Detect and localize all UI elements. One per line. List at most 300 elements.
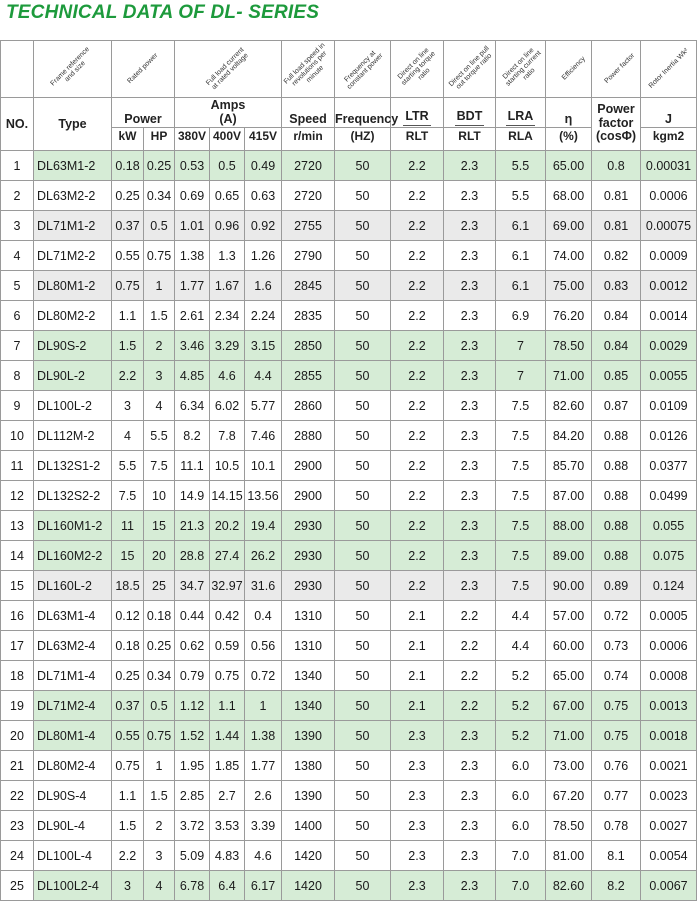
data-cell: 0.88 [592,481,641,511]
header-frequency-constant: Frequency at constant power [335,41,391,98]
row-number-cell: 20 [1,721,34,751]
type-cell: DL132S2-2 [34,481,112,511]
data-cell: 1400 [282,811,335,841]
data-cell: 0.124 [641,571,697,601]
data-cell: 0.75 [112,271,144,301]
data-cell: 50 [335,541,391,571]
data-cell: 0.76 [592,751,641,781]
header-no: NO. [1,98,34,151]
header-kw: kW [112,128,144,151]
data-cell: 0.0005 [641,601,697,631]
data-cell: 0.83 [592,271,641,301]
data-cell: 60.00 [546,631,592,661]
data-cell: 0.75 [144,241,175,271]
data-cell: 2.6 [245,781,282,811]
header-frequency: Frequency [335,98,391,128]
data-cell: 50 [335,331,391,361]
data-cell: 3 [112,871,144,901]
data-cell: 0.75 [210,661,245,691]
data-cell: 2720 [282,181,335,211]
data-cell: 0.59 [210,631,245,661]
data-cell: 0.81 [592,181,641,211]
table-row [1,571,697,601]
data-cell: 1.3 [210,241,245,271]
data-cell: 89.00 [546,541,592,571]
data-cell: 15 [144,511,175,541]
table-row [1,631,697,661]
table-row [1,511,697,541]
data-cell: 4.4 [496,631,546,661]
data-cell: 1.77 [245,751,282,781]
header-415v: 415V [245,128,282,151]
header-starting-current: Direct on line starting current ratio [496,41,546,98]
data-cell: 0.18 [112,631,144,661]
data-cell: 7 [496,361,546,391]
data-cell: 2.3 [444,421,496,451]
data-cell: 4 [144,871,175,901]
data-cell: 1310 [282,601,335,631]
data-cell: 50 [335,151,391,181]
data-cell: 2.3 [391,721,444,751]
data-cell: 2.61 [175,301,210,331]
data-cell: 2.3 [444,361,496,391]
data-cell: 0.4 [245,601,282,631]
header-blank [1,41,34,98]
data-cell: 2720 [282,151,335,181]
data-cell: 0.44 [175,601,210,631]
data-cell: 2835 [282,301,335,331]
data-cell: 50 [335,241,391,271]
row-number-cell: 24 [1,841,34,871]
data-cell: 7.8 [210,421,245,451]
data-cell: 2.3 [444,781,496,811]
data-cell: 0.0013 [641,691,697,721]
data-cell: 2930 [282,541,335,571]
data-cell: 0.55 [112,241,144,271]
data-cell: 4.4 [245,361,282,391]
header-type: Type [34,98,112,151]
data-cell: 18.5 [112,571,144,601]
row-number-cell: 5 [1,271,34,301]
type-cell: DL63M1-2 [34,151,112,181]
data-cell: 50 [335,391,391,421]
data-cell: 0.0018 [641,721,697,751]
data-cell: 2.2 [391,391,444,421]
header-ltr: LTR [391,98,444,128]
data-cell: 67.20 [546,781,592,811]
data-cell: 2.2 [391,451,444,481]
data-cell: 2.1 [391,601,444,631]
data-cell: 84.20 [546,421,592,451]
table-row [1,301,697,331]
data-cell: 8.2 [592,871,641,901]
data-cell: 20 [144,541,175,571]
data-cell: 2.3 [391,781,444,811]
data-cell: 2930 [282,511,335,541]
data-cell: 65.00 [546,151,592,181]
data-cell: 50 [335,871,391,901]
header-rla: RLA [496,128,546,151]
data-cell: 0.73 [592,631,641,661]
data-cell: 34.7 [175,571,210,601]
data-cell: 27.4 [210,541,245,571]
data-cell: 76.20 [546,301,592,331]
type-cell: DL71M1-2 [34,211,112,241]
data-cell: 0.37 [112,691,144,721]
data-cell: 2.3 [444,841,496,871]
data-cell: 0.0012 [641,271,697,301]
data-cell: 0.0008 [641,661,697,691]
data-cell: 0.88 [592,421,641,451]
data-cell: 7.5 [144,451,175,481]
data-cell: 7.5 [112,481,144,511]
data-cell: 75.00 [546,271,592,301]
row-number-cell: 4 [1,241,34,271]
data-cell: 2.3 [444,721,496,751]
data-cell: 14.9 [175,481,210,511]
data-cell: 5.5 [144,421,175,451]
row-number-cell: 23 [1,811,34,841]
data-cell: 0.75 [592,691,641,721]
header-speed: Speed [282,98,335,128]
table-row [1,601,697,631]
data-cell: 2.34 [210,301,245,331]
data-cell: 0.53 [175,151,210,181]
data-cell: 0.88 [592,511,641,541]
data-cell: 0.42 [210,601,245,631]
row-number-cell: 22 [1,781,34,811]
data-cell: 1.52 [175,721,210,751]
data-cell: 1.12 [175,691,210,721]
data-cell: 82.60 [546,391,592,421]
data-cell: 1420 [282,871,335,901]
data-cell: 88.00 [546,511,592,541]
data-cell: 2860 [282,391,335,421]
data-cell: 2.3 [391,841,444,871]
data-cell: 1.6 [245,271,282,301]
type-cell: DL71M2-4 [34,691,112,721]
data-cell: 50 [335,181,391,211]
data-cell: 5.2 [496,691,546,721]
data-cell: 0.00075 [641,211,697,241]
data-cell: 3.46 [175,331,210,361]
data-cell: 2.2 [391,541,444,571]
row-number-cell: 7 [1,331,34,361]
data-cell: 7.46 [245,421,282,451]
table-row [1,841,697,871]
type-cell: DL63M1-4 [34,601,112,631]
data-cell: 78.50 [546,331,592,361]
row-number-cell: 3 [1,211,34,241]
header-frame-reference: Frame reference and size [34,41,112,98]
data-cell: 28.8 [175,541,210,571]
data-cell: 2900 [282,451,335,481]
data-cell: 1.77 [175,271,210,301]
data-cell: 0.81 [592,211,641,241]
data-cell: 2.2 [444,691,496,721]
type-cell: DL100L-2 [34,391,112,421]
data-cell: 2855 [282,361,335,391]
header-eta: η [546,98,592,128]
row-number-cell: 10 [1,421,34,451]
data-cell: 2.2 [444,601,496,631]
data-cell: 50 [335,811,391,841]
data-cell: 1390 [282,721,335,751]
data-cell: 50 [335,211,391,241]
data-cell: 2.24 [245,301,282,331]
header-full-load-speed: Full load speed in revolutions per minute [282,41,335,98]
header-rlt-1: RLT [391,128,444,151]
data-cell: 2.3 [444,181,496,211]
data-cell: 0.0006 [641,181,697,211]
data-cell: 3 [144,841,175,871]
data-cell: 0.25 [144,151,175,181]
table-row [1,451,697,481]
page-title: TECHNICAL DATA OF DL- SERIES [6,2,320,23]
data-cell: 4.85 [175,361,210,391]
data-cell: 6.02 [210,391,245,421]
data-cell: 1 [144,271,175,301]
data-cell: 1.1 [112,301,144,331]
header-speed-unit: r/min [282,128,335,151]
data-cell: 2.2 [391,211,444,241]
row-number-cell: 1 [1,151,34,181]
data-cell: 2.3 [444,391,496,421]
table-row [1,211,697,241]
data-cell: 13.56 [245,481,282,511]
data-cell: 2.3 [391,751,444,781]
data-cell: 2.7 [210,781,245,811]
row-number-cell: 13 [1,511,34,541]
header-full-load-current: Full load current at rated voltage [175,41,282,98]
data-cell: 0.75 [112,751,144,781]
data-cell: 50 [335,751,391,781]
data-cell: 0.0029 [641,331,697,361]
data-cell: 2755 [282,211,335,241]
data-cell: 0.0377 [641,451,697,481]
data-cell: 7.0 [496,841,546,871]
data-cell: 50 [335,481,391,511]
data-cell: 50 [335,361,391,391]
data-cell: 1.1 [210,691,245,721]
data-cell: 1.38 [175,241,210,271]
row-number-cell: 18 [1,661,34,691]
data-cell: 0.72 [245,661,282,691]
data-cell: 2790 [282,241,335,271]
data-cell: 50 [335,721,391,751]
row-number-cell: 9 [1,391,34,421]
data-cell: 0.00031 [641,151,697,181]
data-cell: 3 [144,361,175,391]
data-cell: 2.2 [391,361,444,391]
header-pf: Power factor (cosΦ) [592,98,641,151]
data-cell: 2.85 [175,781,210,811]
header-j: J [641,98,697,128]
data-cell: 5.5 [496,181,546,211]
type-cell: DL63M2-4 [34,631,112,661]
data-cell: 2.2 [444,661,496,691]
data-cell: 6.78 [175,871,210,901]
data-cell: 0.0021 [641,751,697,781]
data-cell: 1.5 [144,781,175,811]
data-cell: 69.00 [546,211,592,241]
data-cell: 5.09 [175,841,210,871]
data-cell: 3.53 [210,811,245,841]
row-number-cell: 12 [1,481,34,511]
data-cell: 2.3 [444,571,496,601]
data-cell: 1.01 [175,211,210,241]
data-cell: 7.5 [496,511,546,541]
header-bdt: BDT [444,98,496,128]
data-cell: 0.0499 [641,481,697,511]
data-cell: 1310 [282,631,335,661]
main-header-row [1,98,697,128]
type-cell: DL90S-4 [34,781,112,811]
row-number-cell: 2 [1,181,34,211]
data-cell: 74.00 [546,241,592,271]
data-cell: 2.1 [391,691,444,721]
data-cell: 1.67 [210,271,245,301]
data-cell: 4 [112,421,144,451]
data-cell: 0.075 [641,541,697,571]
data-cell: 71.00 [546,721,592,751]
data-cell: 0.18 [144,601,175,631]
type-cell: DL63M2-2 [34,181,112,211]
data-cell: 0.34 [144,661,175,691]
row-number-cell: 17 [1,631,34,661]
data-cell: 2.3 [444,481,496,511]
data-cell: 0.0014 [641,301,697,331]
type-cell: DL132S1-2 [34,451,112,481]
data-cell: 1.44 [210,721,245,751]
data-cell: 50 [335,271,391,301]
table-row [1,691,697,721]
data-cell: 0.62 [175,631,210,661]
data-cell: 2.3 [444,301,496,331]
data-cell: 0.75 [144,721,175,751]
data-cell: 11.1 [175,451,210,481]
data-cell: 67.00 [546,691,592,721]
row-number-cell: 19 [1,691,34,721]
data-cell: 7.5 [496,481,546,511]
data-cell: 0.12 [112,601,144,631]
data-cell: 0.8 [592,151,641,181]
data-cell: 5.2 [496,721,546,751]
data-cell: 0.0027 [641,811,697,841]
data-cell: 2.2 [391,271,444,301]
table-row [1,541,697,571]
data-cell: 1340 [282,691,335,721]
table-row [1,391,697,421]
data-cell: 50 [335,571,391,601]
data-cell: 1 [245,691,282,721]
type-cell: DL100L2-4 [34,871,112,901]
header-efficiency: Efficiency [546,41,592,98]
data-cell: 0.0126 [641,421,697,451]
data-cell: 2930 [282,571,335,601]
data-cell: 0.0067 [641,871,697,901]
data-cell: 7 [496,331,546,361]
data-cell: 2.3 [444,871,496,901]
data-cell: 32.97 [210,571,245,601]
data-cell: 2.2 [112,841,144,871]
header-lra: LRA [496,98,546,128]
data-cell: 2.2 [391,241,444,271]
data-cell: 5.77 [245,391,282,421]
data-cell: 0.88 [592,451,641,481]
data-cell: 19.4 [245,511,282,541]
data-cell: 1.5 [112,331,144,361]
data-cell: 0.63 [245,181,282,211]
row-number-cell: 15 [1,571,34,601]
data-cell: 2 [144,331,175,361]
data-cell: 2850 [282,331,335,361]
header-rotor-inertia: Rotor Inertia Wk² [641,41,697,98]
table-row [1,811,697,841]
data-cell: 0.56 [245,631,282,661]
data-cell: 78.50 [546,811,592,841]
data-cell: 2.2 [391,481,444,511]
data-cell: 90.00 [546,571,592,601]
data-cell: 6.1 [496,271,546,301]
data-cell: 50 [335,781,391,811]
data-cell: 50 [335,661,391,691]
data-cell: 4.6 [210,361,245,391]
data-cell: 0.18 [112,151,144,181]
table-row [1,751,697,781]
data-cell: 2.1 [391,631,444,661]
data-cell: 0.89 [592,571,641,601]
table-row [1,481,697,511]
data-cell: 50 [335,421,391,451]
data-cell: 65.00 [546,661,592,691]
data-cell: 1.5 [112,811,144,841]
table-row [1,331,697,361]
data-cell: 68.00 [546,181,592,211]
data-cell: 2 [144,811,175,841]
data-cell: 0.0009 [641,241,697,271]
data-cell: 10 [144,481,175,511]
data-cell: 1420 [282,841,335,871]
type-cell: DL100L-4 [34,841,112,871]
technical-data-table [0,40,697,901]
data-cell: 1.1 [112,781,144,811]
data-cell: 2.2 [391,571,444,601]
data-cell: 0.72 [592,601,641,631]
data-cell: 2.3 [444,451,496,481]
data-cell: 2.3 [444,211,496,241]
data-cell: 2880 [282,421,335,451]
data-cell: 0.82 [592,241,641,271]
type-cell: DL71M1-4 [34,661,112,691]
row-number-cell: 25 [1,871,34,901]
data-cell: 1 [144,751,175,781]
data-cell: 10.5 [210,451,245,481]
data-cell: 57.00 [546,601,592,631]
data-cell: 8.1 [592,841,641,871]
data-cell: 7.5 [496,541,546,571]
type-cell: DL71M2-2 [34,241,112,271]
data-cell: 50 [335,841,391,871]
data-cell: 1.38 [245,721,282,751]
table-row [1,781,697,811]
row-number-cell: 8 [1,361,34,391]
data-cell: 2.3 [444,271,496,301]
header-amps: Amps (A) [175,98,282,128]
data-cell: 2.3 [444,811,496,841]
data-cell: 2.3 [444,751,496,781]
data-cell: 0.055 [641,511,697,541]
